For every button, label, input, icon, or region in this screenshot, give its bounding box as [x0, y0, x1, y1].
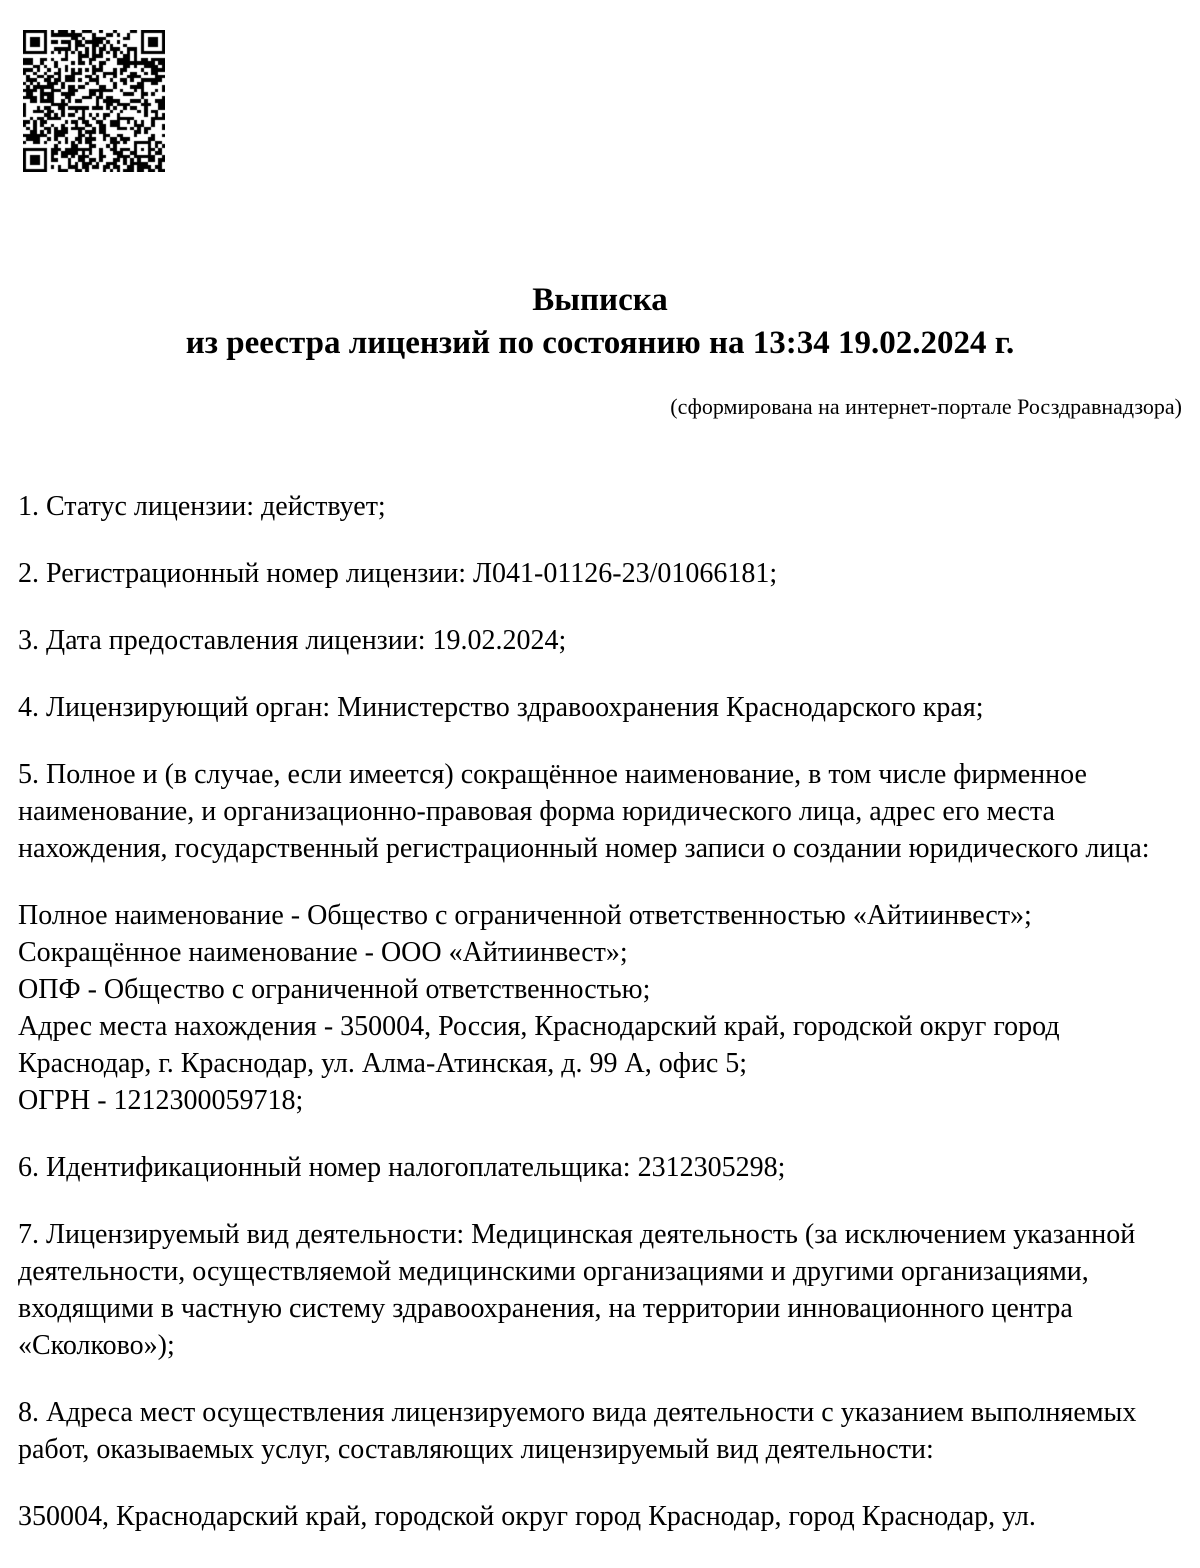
- field-entity-heading: 5. Полное и (в случае, если имеется) сокращённое наименование, в том числе фирменное наименование, и организационно-правовая форма юридического лица, адрес его места нахождения, государственный регистрационный номер записи о создании юридического лица:: [18, 759, 1150, 864]
- activity-address-line: 350004, Краснодарский край, городской округ город Краснодар, город Краснодар, ул.: [18, 1501, 1036, 1532]
- field-registration-number: 2. Регистрационный номер лицензии: Л041-01126-23/01066181;: [18, 558, 778, 589]
- generated-note: (сформирована на интернет-портале Росздравнадзора): [670, 394, 1182, 419]
- document-title: [18, 0, 1182, 365]
- field-grant-date: 3. Дата предоставления лицензии: 19.02.2024;: [18, 625, 567, 656]
- field-activity-addresses-heading: 8. Адреса мест осуществления лицензируемого вида деятельности с указанием выполняемых работ, оказываемых услуг, составляющих лицензируемый вид деятельности:: [18, 1397, 1137, 1465]
- field-licensing-authority: 4. Лицензирующий орган: Министерство здравоохранения Краснодарского края;: [18, 692, 984, 723]
- org-address: Адрес места нахождения - 350004, Россия, Краснодарский край, городской округ город Краснодар, г. Краснодар, ул. Алма-Атинская, д. 99 А, офис 5;: [18, 1011, 1060, 1079]
- field-license-status: 1. Статус лицензии: действует;: [18, 491, 386, 522]
- organization-details: [18, 897, 1182, 1119]
- document-body: [18, 488, 1182, 1535]
- document-title-line1: Выписка: [532, 282, 668, 318]
- org-legal-form: ОПФ - Общество с ограниченной ответственностью;: [18, 974, 651, 1005]
- field-licensed-activity: 7. Лицензируемый вид деятельности: Медицинская деятельность (за исключением указанной деятельности, осуществляемой медицинскими организациями и другими организациями, входящими в частную систему здравоохранения, на территории инновационного центра «Сколково»);: [18, 1219, 1136, 1361]
- org-ogrn: ОГРН - 1212300059718;: [18, 1085, 304, 1116]
- field-taxpayer-number: 6. Идентификационный номер налогоплательщика: 2312305298;: [18, 1152, 786, 1183]
- org-full-name: Полное наименование - Общество с ограниченной ответственностью «Айтиинвест»;: [18, 900, 1032, 931]
- org-short-name: Сокращённое наименование - ООО «Айтиинвест»;: [18, 937, 628, 968]
- document-title-line2: из реестра лицензий по состоянию на 13:34 19.02.2024 г.: [185, 325, 1015, 361]
